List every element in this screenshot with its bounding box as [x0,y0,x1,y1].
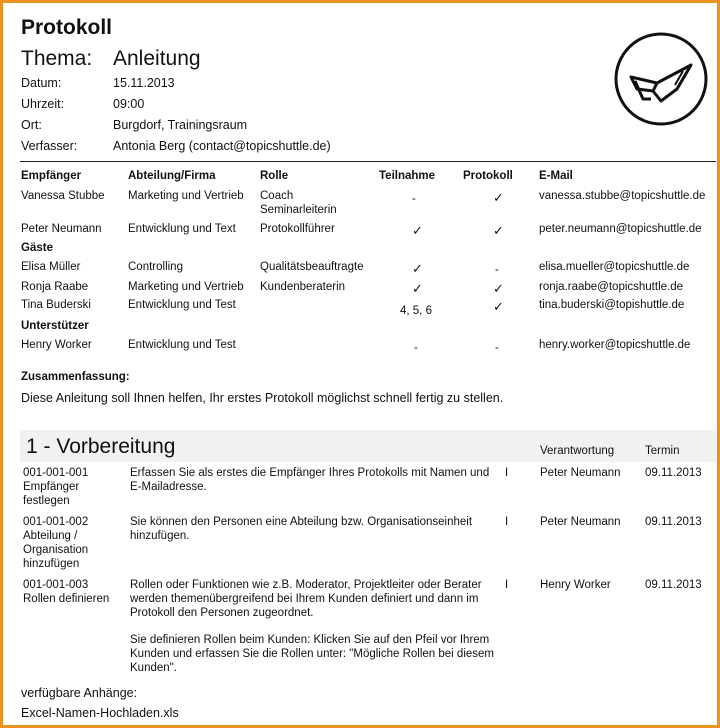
task-type: I [505,467,509,479]
task-id: 001-001-001 Empfänger festlegen [23,467,89,507]
col-header-responsibility: Verantwortung [540,445,615,457]
meta-value-place: Burgdorf, Trainingsraum [113,118,248,132]
participant-role: Coach [260,190,294,202]
participant-name: Henry Worker [21,339,92,351]
attendance-mark: ✓ [412,261,423,276]
participant-name: Elisa Müller [21,261,81,273]
participant-email[interactable]: vanessa.stubbe@topicshuttle.de [539,190,706,202]
participant-name: Tina Buderski [21,299,91,311]
task-due-date: 09.11.2013 [645,516,702,528]
task-type: I [505,516,509,528]
attachments-label: verfügbare Anhänge: [21,686,138,700]
participant-department: Controlling [128,261,183,273]
col-header-department: Abteilung/Firma [128,170,216,182]
attendance-mark: - [414,342,418,354]
participant-department: Entwicklung und Test [128,339,236,351]
participant-email[interactable]: elisa.mueller@topicshuttle.de [539,261,690,273]
participant-role: Qualitätsbeauftragte [260,261,364,273]
participant-role: Protokollführer [260,223,335,235]
participant-name: Ronja Raabe [21,281,89,293]
meta-label-place: Ort: [21,118,42,132]
section-title: 1 - Vorbereitung [26,435,176,458]
attendance-mark: ✓ [412,281,423,296]
task-responsible: Henry Worker [540,579,611,591]
participant-role: Kundenberaterin [260,281,346,293]
col-header-role: Rolle [260,170,289,182]
task-id: 001-001-003 Rollen definieren [23,579,110,605]
supporters-heading: Unterstützer [21,320,89,332]
attachment-link[interactable]: Excel-Namen-Hochladen.xls [21,706,179,720]
attendance-mark: - [412,193,416,205]
thema-label: Thema: [21,47,93,70]
meta-label-author: Verfasser: [21,139,78,153]
col-header-attendance: Teilnahme [379,170,436,182]
task-description: Sie können den Personen eine Abteilung bzw. Organisationseinheit hinzufügen. [130,516,473,542]
participant-email[interactable]: peter.neumann@topicshuttle.de [539,223,702,235]
task-description: Rollen oder Funktionen wie z.B. Moderator, Projektleiter oder Berater werden themenübergreifend bei Ihrem Kunden definiert und dann im Protokoll den Personen zugeordnet. [130,579,482,619]
protocol-mark: - [495,264,499,276]
task-description-note: Sie definieren Rollen beim Kunden: Klicken Sie auf den Pfeil vor Ihrem Kunden und erfassen Sie die Rollen unter: "Mögliche Rollen bei diesem Kunden". [130,634,494,674]
participant-department: Marketing und Vertrieb [128,190,244,202]
participant-email[interactable]: tina.buderski@topishuttle.de [539,299,685,311]
protocol-mark: ✓ [493,190,504,205]
paper-airplane-icon [613,31,709,127]
task-id: 001-001-002 Abteilung / Organisation hinzufügen [23,516,89,570]
document-title: Protokoll [21,16,113,39]
meta-value-time: 09:00 [113,97,145,111]
participant-email[interactable]: ronja.raabe@topicshuttle.de [539,281,684,293]
task-responsible: Peter Neumann [540,467,621,479]
participant-name: Vanessa Stubbe [21,190,105,202]
summary-label: Zusammenfassung: [21,371,130,383]
task-due-date: 09.11.2013 [645,579,702,591]
protocol-mark: ✓ [493,299,504,314]
participant-role-line2: Seminarleiterin [260,204,337,216]
participant-department: Marketing und Vertrieb [128,281,244,293]
meta-label-time: Uhrzeit: [21,97,65,111]
guests-heading: Gäste [21,242,53,254]
col-header-due-date: Termin [645,445,680,457]
meta-value-author: Antonia Berg (contact@topicshuttle.de) [113,139,331,153]
attendance-mark: ✓ [412,223,423,238]
col-header-protocol: Protokoll [463,170,513,182]
header-divider [20,161,716,162]
participant-department: Entwicklung und Text [128,223,236,235]
col-header-email: E-Mail [539,170,573,182]
task-due-date: 09.11.2013 [645,467,702,479]
protocol-mark: ✓ [493,223,504,238]
task-description: Erfassen Sie als erstes die Empfänger Ihres Protokolls mit Namen und E-Mailadresse. [130,467,490,493]
attendance-mark: 4, 5, 6 [400,305,432,317]
participant-department: Entwicklung und Test [128,299,236,311]
thema-value: Anleitung [113,47,201,70]
summary-text: Diese Anleitung soll Ihnen helfen, Ihr erstes Protokoll möglichst schnell fertig zu stellen. [21,391,504,405]
task-type: I [505,579,509,591]
protocol-mark: ✓ [493,281,504,296]
protocol-mark: - [495,342,499,354]
meta-label-date: Datum: [21,76,62,90]
task-responsible: Peter Neumann [540,516,621,528]
meta-value-date: 15.11.2013 [113,76,175,90]
col-header-recipient: Empfänger [21,170,82,182]
participant-name: Peter Neumann [21,223,102,235]
participant-email[interactable]: henry.worker@topicshuttle.de [539,339,691,351]
